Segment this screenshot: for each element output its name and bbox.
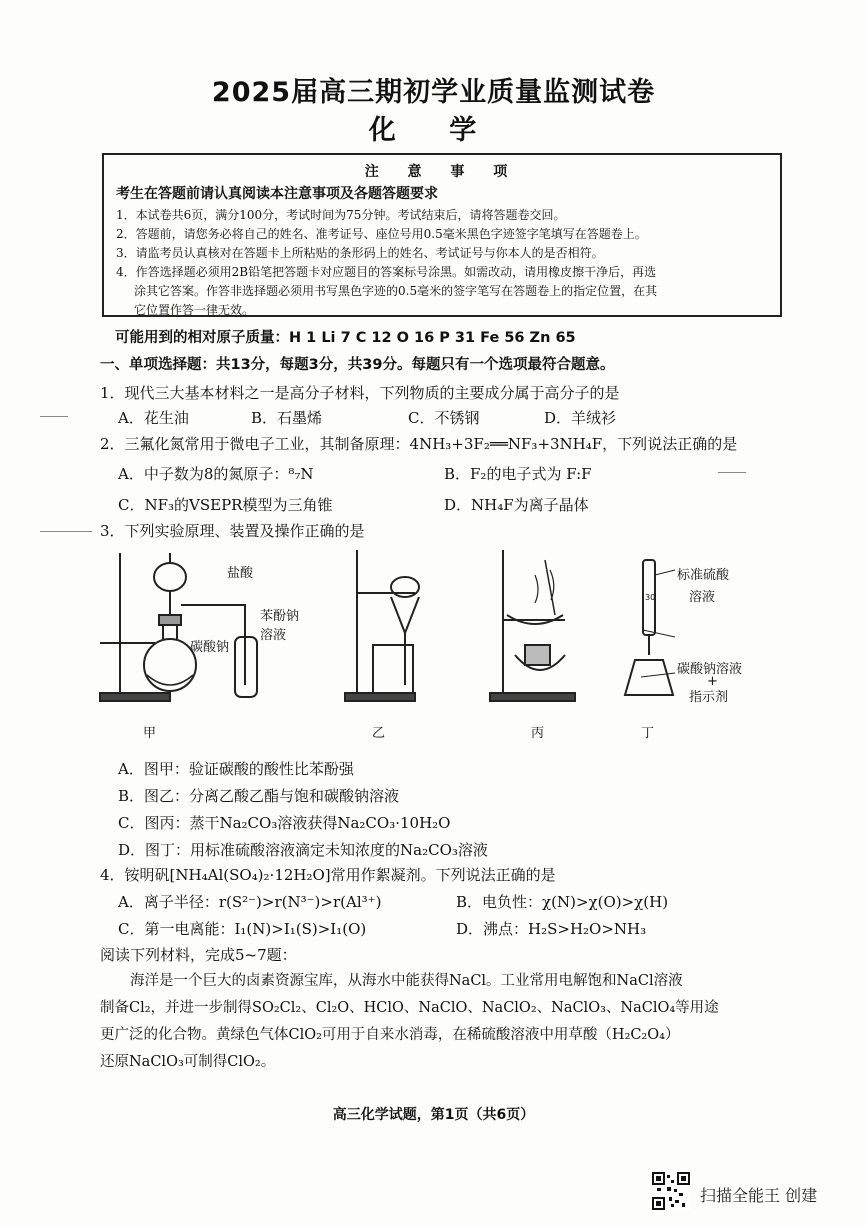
notice-box xyxy=(102,153,782,317)
q2-option-b: B．F₂的电子式为 F:F xyxy=(444,465,592,483)
reading-passage xyxy=(100,968,780,1076)
reading-intro: 阅读下列材料，完成5~7题： xyxy=(100,946,297,964)
notice-title: 注 意 事 项 xyxy=(364,164,520,180)
q4-option-c: C．第一电离能：I₁(N)>I₁(S)>I₁(O) xyxy=(118,920,367,938)
notice-item-4: 4．作答选择题必须用2B铅笔把答题卡对应题目的答案标号涂黑。如需改动，请用橡皮擦干净后，再选 xyxy=(116,265,657,279)
caption-ding: 丁 xyxy=(641,726,655,741)
q4-option-b: B．电负性：χ(N)>χ(O)>χ(H) xyxy=(456,893,669,911)
label-ding-flask-2: + xyxy=(707,674,718,689)
q3-apparatus-figures xyxy=(95,545,775,745)
label-jia-carbonate: 碳酸钠 xyxy=(190,640,230,655)
atomic-masses: 可能用到的相对原子质量：H 1 Li 7 C 12 O 16 P 31 Fe 56 Zn 65 xyxy=(115,330,576,346)
q1-stem: 1．现代三大基本材料之一是高分子材料，下列物质的主要成分属于高分子的是 xyxy=(100,384,620,402)
notice-item-2: 2．答题前，请您务必将自己的姓名、准考证号、座位号用0.5毫米黑色字迹签字笔填写在答题卷上。 xyxy=(116,227,647,241)
margin-mark xyxy=(40,531,92,532)
label-ding-flask-3: 指示剂 xyxy=(689,690,729,705)
passage-line: 海洋是一个巨大的卤素资源宝库，从海水中能获得NaCl。工业常用电解饱和NaCl溶液 xyxy=(130,973,683,989)
q3-option-c: C．图丙：蒸干Na₂CO₃溶液获得Na₂CO₃·10H₂O xyxy=(118,814,451,832)
scanner-watermark: 扫描全能王 创建 xyxy=(700,1186,818,1205)
qr-code-icon xyxy=(652,1172,690,1210)
notice-item-4-end: 它位置作答一律无效。 xyxy=(134,303,255,317)
q1-option-b: B．石墨烯 xyxy=(251,409,323,427)
label-ding-acid-1: 标准硫酸 xyxy=(677,568,730,583)
q3-option-a: A．图甲：验证碳酸的酸性比苯酚强 xyxy=(118,760,354,778)
passage-line: 制备Cl₂，并进一步制得SO₂Cl₂、Cl₂O、HClO、NaClO、NaClO₂、NaClO₃、NaClO₄等用途 xyxy=(100,1000,719,1016)
caption-bing: 丙 xyxy=(531,726,545,741)
passage-line: 还原NaClO₃可制得ClO₂。 xyxy=(100,1054,276,1070)
q2-option-a: A．中子数为8的氮原子：⁸₇N xyxy=(118,465,314,483)
q4-option-a: A．离子半径：r(S²⁻)>r(N³⁻)>r(Al³⁺) xyxy=(118,893,382,911)
q4-option-d: D．沸点：H₂S>H₂O>NH₃ xyxy=(456,920,647,938)
caption-jia: 甲 xyxy=(143,726,157,741)
q1-option-c: C．不锈钢 xyxy=(408,409,480,427)
notice-item-4-cont: 涂其它答案。作答非选择题必须用书写黑色字迹的0.5毫米的签字笔写在答题卷上的指定位置，在其 xyxy=(134,284,658,298)
notice-subtitle: 考生在答题前请认真阅读本注意事项及各题答题要求 xyxy=(116,186,438,202)
label-jia-acid: 盐酸 xyxy=(227,566,254,581)
q3-stem: 3．下列实验原理、装置及操作正确的是 xyxy=(100,522,365,540)
label-jia-phenolate-1: 苯酚钠 xyxy=(260,609,300,624)
q2-option-d: D．NH₄F为离子晶体 xyxy=(444,496,589,514)
margin-mark xyxy=(40,416,68,417)
q3-option-b: B．图乙：分离乙酸乙酯与饱和碳酸钠溶液 xyxy=(118,787,400,805)
q4-stem: 4．铵明矾[NH₄Al(SO₄)₂·12H₂O]常用作絮凝剂。下列说法正确的是 xyxy=(100,866,556,884)
notice-item-3: 3．请监考员认真核对在答题卡上所粘贴的条形码上的姓名、考试证号与你本人的是否相符。 xyxy=(116,246,604,260)
label-ding-flask-1: 碳酸钠溶液 xyxy=(677,662,743,677)
q1-option-d: D．羊绒衫 xyxy=(544,409,617,427)
margin-mark xyxy=(718,472,746,473)
q3-option-d: D．图丁：用标准硫酸溶液滴定未知浓度的Na₂CO₃溶液 xyxy=(118,841,488,859)
apparatus-bing xyxy=(490,550,575,701)
label-jia-phenolate-2: 溶液 xyxy=(260,628,287,643)
q2-option-c: C．NF₃的VSEPR模型为三角锥 xyxy=(118,496,333,514)
q1-option-a: A．花生油 xyxy=(118,409,189,427)
apparatus-yi xyxy=(345,550,419,701)
caption-yi: 乙 xyxy=(372,726,386,741)
q2-stem: 2．三氟化氮常用于微电子工业，其制备原理：4NH₃+3F₂══NF₃+3NH₄F，下列说法正确的是 xyxy=(100,435,738,453)
section-1-heading: 一、单项选择题：共13分，每题3分，共39分。每题只有一个选项最符合题意。 xyxy=(100,357,615,373)
label-ding-acid-2: 溶液 xyxy=(689,590,716,605)
subject-title: 化 学 xyxy=(368,115,499,146)
page-footer: 高三化学试题，第1页（共6页） xyxy=(332,1107,535,1123)
apparatus-ding xyxy=(625,560,675,695)
label-ding-scale: 30 xyxy=(645,593,656,602)
passage-line: 更广泛的化合物。黄绿色气体ClO₂可用于自来水消毒，在稀硫酸溶液中用草酸（H₂C₂O₄） xyxy=(100,1027,680,1043)
exam-title: 2025届高三期初学业质量监测试卷 xyxy=(211,77,656,108)
notice-item-1: 1．本试卷共6页，满分100分，考试时间为75分钟。考试结束后，请将答题卷交回。 xyxy=(116,208,566,222)
